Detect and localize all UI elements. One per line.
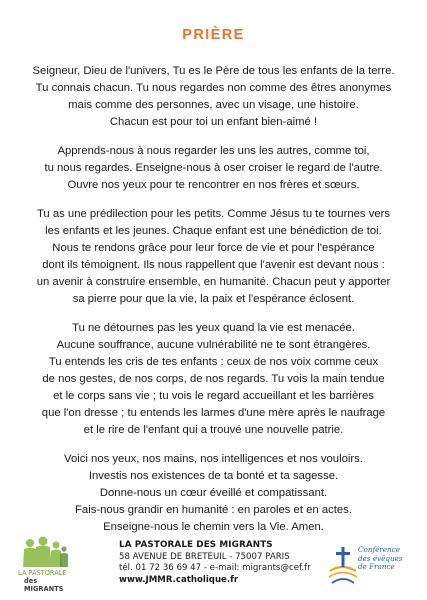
website-link[interactable]: www.JMMR.catholique.fr — [119, 574, 239, 585]
prayer-line: Seigneur, Dieu de l'univers, Tu es le Père de tous les enfants de la terre. — [32, 65, 395, 77]
cef-logo-text: Conférence des évêques de France — [358, 545, 403, 572]
stanza — [8, 206, 419, 308]
prayer-line: Ouvre nos yeux pour te rencontrer en nos frères et sœurs. — [67, 179, 360, 191]
prayer-line: Chacun est pour toi un enfant bien-aimé ! — [109, 116, 318, 128]
prayer-line: et le corps sans vie ; tu vois le regard accueillant et les barrières — [53, 390, 374, 402]
prayer-line: mais comme des personnes, avec un visage, une histoire. — [68, 99, 359, 111]
prayer-line: Investis nos existences de ta bonté et ta sagesse. — [88, 470, 339, 482]
prayer-line: Aucune souffrance, aucune vulnérabilité ne te sont étrangères. — [56, 339, 371, 351]
prayer-line: un avenir à construire ensemble, en humanité. Chacun peut y apporter — [36, 276, 391, 288]
prayer-line: dont ils témoignent. Ils nous rappellent que l'avenir est devant nous : — [42, 259, 385, 271]
cef-cross-icon — [326, 541, 360, 591]
stanza — [8, 320, 419, 439]
page-title: PRIÈRE — [182, 27, 245, 43]
prayer-line: Enseigne-nous le chemin vers la Vie. Amen. — [103, 521, 324, 533]
stanza — [8, 143, 419, 194]
prayer-line: Donne-nous un cœur éveillé et compatissant. — [99, 487, 328, 499]
footer — [0, 535, 427, 600]
cef-logo — [326, 541, 421, 596]
contact-info[interactable]: tél. 01 72 36 69 47 - e-mail: migrants@cef.fr — [119, 563, 311, 573]
prayer-line: Fais-nous grandir en humanité : en paroles et en actes. — [75, 504, 352, 516]
prayer-text — [8, 63, 419, 548]
address-block — [119, 540, 319, 586]
prayer-line: et le rire de l'enfant qui a trouvé une nouvelle patrie. — [83, 424, 344, 436]
prayer-line: tu nous regardes. Enseigne-nous à oser croiser le regard de l'autre. — [44, 162, 383, 174]
stanza — [8, 63, 419, 131]
prayer-line: Tu entends les cris de tes enfants : ceux de nos voix comme ceux — [48, 356, 379, 368]
prayer-line: de nos gestes, de nos corps, de nos regards. Tu vois la main tendue — [42, 373, 385, 385]
prayer-line: Tu ne détournes pas les yeux quand la vie est menacée. — [72, 322, 355, 334]
street-address: 58 AVENUE DE BRETEUIL - 75007 PARIS — [119, 551, 290, 562]
prayer-line: Nous te rendons grâce pour leur force de vie et pour l'espérance — [52, 242, 375, 254]
stanza — [8, 451, 419, 536]
prayer-line: sa pierre pour que la vie, la paix et l'espérance éclosent. — [72, 293, 355, 305]
prayer-line: que l'on dresse ; tu entends les larmes d'une mère après le naufrage — [41, 407, 386, 419]
prayer-line: Apprends-nous à nous regarder les uns les autres, comme toi, — [57, 145, 370, 157]
prayer-line: Tu connais chacun. Tu nous regardes non comme des êtres anonymes — [35, 82, 392, 94]
prayer-line: Voici nos yeux, nos mains, nos intelligences et nos vouloirs. — [64, 453, 363, 465]
prayer-line: les enfants et les jeunes. Chaque enfant est une bénédiction de toi. — [45, 225, 382, 237]
organization-name: LA PASTORALE DES MIGRANTS — [119, 540, 273, 550]
prayer-line: Tu as une prédilection pour les petits. Comme Jésus tu te tournes vers — [36, 208, 391, 220]
pastorale-logo — [16, 535, 76, 591]
pastorale-logo-text: LA PASTORALE des MIGRANTS — [18, 569, 67, 593]
